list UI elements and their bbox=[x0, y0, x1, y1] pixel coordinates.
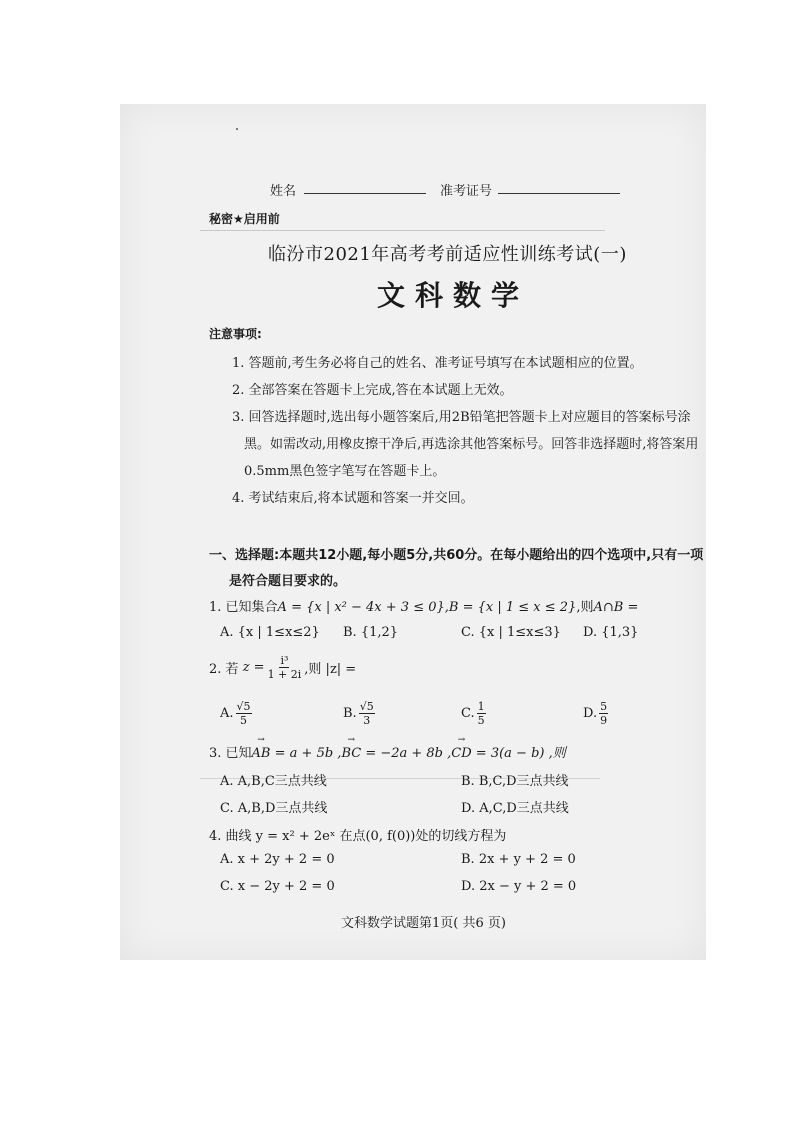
exam-title: 临汾市2021年高考考前适应性训练考试(一) bbox=[268, 244, 627, 265]
q4-option-b: B. 2x + y + 2 = 0 bbox=[461, 852, 576, 867]
q2-option-b-den: 3 bbox=[363, 714, 371, 727]
q2-numerator: i³ bbox=[280, 654, 289, 667]
q4-option-d: D. 2x − y + 2 = 0 bbox=[461, 879, 577, 894]
q2-option-d-num: 5 bbox=[600, 700, 608, 713]
vector-cd: → CD bbox=[451, 746, 471, 761]
id-label: 准考证号 bbox=[440, 184, 493, 199]
q2-option-b-num: √5 bbox=[359, 700, 374, 713]
q3-option-c: C. A,B,D三点共线 bbox=[220, 801, 328, 816]
q2-option-d bbox=[583, 700, 610, 727]
q4-option-c: C. x − 2y + 2 = 0 bbox=[220, 879, 335, 894]
notice-item-3-cont2: 0.5mm黑色签字笔写在答题卡上。 bbox=[244, 464, 446, 479]
q1-then: ,则 bbox=[576, 600, 594, 615]
q3-option-d: D. A,C,D三点共线 bbox=[461, 801, 569, 816]
q2-option-b bbox=[343, 700, 377, 727]
notice-item-3-cont: 黑。如需改动,用橡皮擦干净后,再选涂其他答案标号。回答非选择题时,将答案用 bbox=[244, 437, 699, 452]
q3-option-b: B. B,C,D三点共线 bbox=[461, 774, 569, 789]
q1-ask: A∩B = bbox=[593, 600, 639, 615]
question-4-stem: 4. 曲线 y = x² + 2eˣ 在点(0, f(0))处的切线方程为 bbox=[209, 829, 507, 844]
section-heading-cont: 是符合题目要求的。 bbox=[229, 574, 347, 589]
header-faint-rule bbox=[200, 230, 605, 231]
question-2-stem bbox=[209, 654, 356, 681]
name-label: 姓名 bbox=[270, 184, 297, 199]
q2-option-a-num: √5 bbox=[236, 700, 251, 713]
q2-option-a-fraction bbox=[236, 700, 252, 727]
q2-option-c-num: 1 bbox=[477, 700, 485, 713]
q2-lead: 2. 若 bbox=[209, 662, 239, 677]
q1-option-b: B. {1,2} bbox=[343, 625, 399, 640]
q2-option-a-label: A. bbox=[220, 706, 234, 721]
q2-denominator: 1 + 2i bbox=[267, 668, 302, 681]
q2-option-b-label: B. bbox=[343, 706, 357, 721]
q3-part-3: = 3(a − b) ,则 bbox=[471, 746, 566, 761]
q2-ask: ,则 |z| = bbox=[304, 662, 357, 677]
scan-speck bbox=[236, 128, 238, 130]
notice-item-3: 3. 回答选择题时,选出每小题答案后,用2B铅笔把答题卡上对应题目的答案标号涂 bbox=[232, 410, 691, 425]
section-heading: 一、选择题:本题共12小题,每小题5分,共60分。在每小题给出的四个选项中,只有一项 bbox=[209, 548, 704, 563]
vector-bc: → BC bbox=[341, 746, 361, 761]
q2-option-c-label: C. bbox=[461, 706, 475, 721]
q3-option-a: A. A,B,C三点共线 bbox=[220, 774, 327, 789]
q2-option-d-den: 9 bbox=[600, 714, 608, 727]
notice-item-4: 4. 考试结束后,将本试题和答案一并交回。 bbox=[232, 491, 474, 506]
q1-option-c: C. {x | 1≤x≤3} bbox=[461, 625, 561, 640]
subject-title: 文科数学 bbox=[377, 279, 530, 312]
q2-option-a bbox=[220, 700, 254, 727]
q2-option-d-fraction bbox=[599, 700, 608, 727]
q1-option-a: A. {x | 1≤x≤2} bbox=[220, 625, 320, 640]
page-footer: 文科数学试题第1页( 共6 页) bbox=[341, 916, 506, 931]
notice-heading: 注意事项: bbox=[209, 327, 262, 341]
question-3-stem bbox=[209, 742, 566, 761]
q3-lead: 3. 已知 bbox=[209, 746, 252, 761]
q2-option-c bbox=[461, 700, 488, 727]
q4-option-a: A. x + 2y + 2 = 0 bbox=[220, 852, 335, 867]
secret-mark: 秘密★启用前 bbox=[209, 212, 280, 226]
q2-option-c-den: 5 bbox=[477, 714, 485, 727]
q2-option-b-fraction bbox=[359, 700, 375, 727]
q1-set-a: A = {x | x² − 4x + 3 ≤ 0} bbox=[277, 600, 445, 615]
id-field-line bbox=[498, 183, 620, 194]
q3-part-1: = a + 5b , bbox=[270, 746, 342, 761]
q2-option-c-fraction bbox=[477, 700, 486, 727]
q2-option-d-label: D. bbox=[583, 706, 598, 721]
q1-lead: 1. 已知集合 bbox=[209, 600, 278, 615]
notice-item-2: 2. 全部答案在答题卡上完成,答在本试题上无效。 bbox=[232, 383, 513, 398]
q3-part-2: = −2a + 8b , bbox=[361, 746, 452, 761]
q1-set-b: ,B = {x | 1 ≤ x ≤ 2} bbox=[444, 600, 577, 615]
q2-z: z = bbox=[242, 660, 265, 675]
vector-ab: → AB bbox=[252, 746, 271, 761]
q1-option-d: D. {1,3} bbox=[583, 625, 639, 640]
notice-item-1: 1. 答题前,考生务必将自己的姓名、准考证号填写在本试题相应的位置。 bbox=[232, 356, 643, 371]
q2-fraction bbox=[267, 654, 303, 681]
name-field-line bbox=[304, 183, 426, 194]
q2-option-a-den: 5 bbox=[240, 714, 248, 727]
question-1-stem bbox=[209, 596, 638, 615]
